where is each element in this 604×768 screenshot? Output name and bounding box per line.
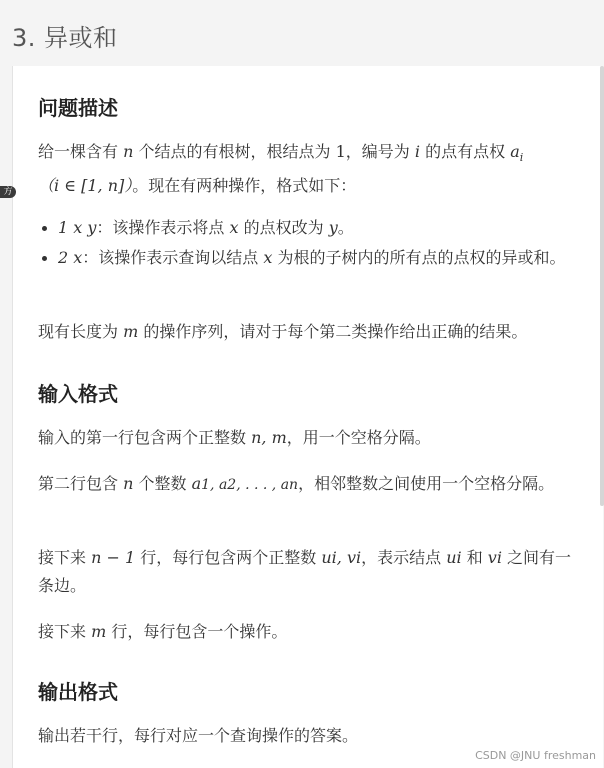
- text: 接下来: [38, 548, 92, 567]
- text: ，用一个空格分隔。: [286, 428, 431, 447]
- math-n: n: [123, 142, 134, 161]
- math-nm: n, m: [251, 428, 287, 447]
- math-m: m: [123, 322, 139, 341]
- math-a: a: [510, 142, 520, 161]
- math-sequence: 1, a2, . . . , an: [201, 477, 299, 493]
- input-line-3: [38, 544, 573, 600]
- math-op2: 2 x: [58, 248, 83, 267]
- math-range: （i ∈ [1, n]）: [38, 176, 133, 196]
- math-x: x: [229, 218, 239, 237]
- text: ：该操作表示将点: [96, 218, 230, 237]
- heading-output-format: 输出格式: [38, 680, 118, 704]
- input-line-1: [38, 424, 573, 452]
- problem-paragraph-1: [38, 138, 573, 200]
- bullet-dot: [42, 256, 47, 261]
- heading-problem-description: 问题描述: [38, 96, 118, 120]
- text: 输入的第一行包含两个正整数: [38, 428, 252, 447]
- text: ，表示结点: [361, 548, 447, 567]
- math-n: n: [123, 474, 134, 493]
- problem-paragraph-2: [38, 318, 573, 346]
- bullet-dot: [42, 226, 47, 231]
- text: 之间有一条边。: [38, 548, 572, 595]
- text: 给一棵含有: [38, 142, 124, 161]
- math-one: 1: [335, 142, 346, 161]
- input-line-4: [38, 618, 573, 646]
- heading-input-format: 输入格式: [38, 382, 118, 406]
- math-m: m: [91, 622, 107, 641]
- text: ：该操作表示查询以结点: [82, 248, 264, 267]
- math-v: vi: [487, 548, 502, 567]
- text: 行，每行包含一个操作。: [106, 622, 288, 641]
- math-u: ui: [446, 548, 462, 567]
- input-line-2: [38, 470, 573, 499]
- text: ，相邻整数之间使用一个空格分隔。: [298, 474, 555, 493]
- math-i: i: [414, 142, 420, 161]
- math-op1: 1 x y: [58, 218, 97, 237]
- side-badge[interactable]: 方: [0, 186, 16, 198]
- math-sub-i: i: [519, 151, 524, 165]
- page-title: 3. 异或和: [12, 24, 118, 52]
- output-line-1: 输出若干行，每行对应一个查询操作的答案。: [38, 726, 359, 745]
- text: 个整数: [133, 474, 192, 493]
- text: 个结点的有根树，根结点为: [133, 142, 336, 161]
- math-uv: ui, vi: [321, 548, 362, 567]
- math-a: a: [191, 474, 202, 493]
- math-y: y: [328, 218, 338, 237]
- text: 的点有点权: [420, 142, 511, 161]
- list-item-op2: [58, 244, 573, 272]
- text: 的操作序列，请对于每个第二类操作给出正确的结果。: [138, 322, 528, 341]
- text: 。: [337, 218, 354, 237]
- text: 为根的子树内的所有点的点权的异或和。: [272, 248, 566, 267]
- math-x: x: [263, 248, 273, 267]
- watermark: CSDN @JNU freshman: [475, 749, 596, 762]
- text: 和: [461, 548, 488, 567]
- scrollbar[interactable]: [600, 66, 604, 506]
- text: 。现在有两种操作，格式如下：: [132, 176, 357, 196]
- text: 第二行包含: [38, 474, 124, 493]
- text: ，编号为: [345, 142, 415, 161]
- text: 现有长度为: [38, 322, 124, 341]
- list-item-op1: [58, 214, 573, 242]
- math-n-minus-1: n − 1: [91, 548, 136, 567]
- text: 接下来: [38, 622, 92, 641]
- text: 行，每行包含两个正整数: [135, 548, 322, 567]
- text: 的点权改为: [238, 218, 329, 237]
